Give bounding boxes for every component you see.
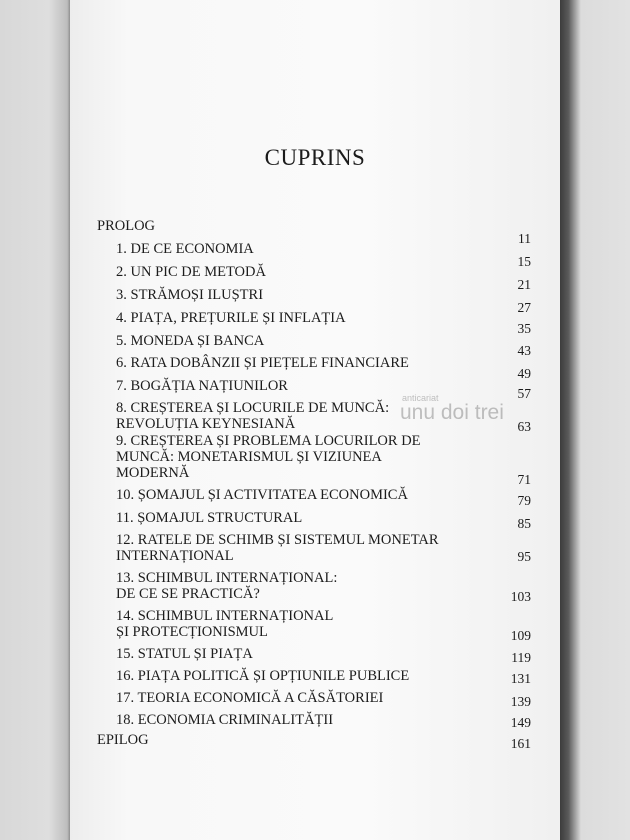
toc-entry-title: ȘI PROTECȚIONISMUL xyxy=(116,624,268,640)
background-left xyxy=(0,0,70,840)
toc-page-number: 35 xyxy=(517,321,531,336)
toc-page-number: 149 xyxy=(510,715,531,730)
toc-page-number: 15 xyxy=(517,254,531,269)
watermark-text: unu doi trei xyxy=(400,401,504,424)
toc-entry-title: DE CE SE PRACTICĂ? xyxy=(116,586,260,602)
toc-entry-title: 11. ȘOMAJUL STRUCTURAL xyxy=(116,510,303,526)
toc-page-number: 95 xyxy=(517,549,531,564)
toc-entry-title: 6. RATA DOBÂNZII ȘI PIEȚELE FINANCIARE xyxy=(116,355,409,371)
toc-entry-title: 10. ȘOMAJUL ȘI ACTIVITATEA ECONOMICĂ xyxy=(116,487,408,503)
toc-entry-title: 8. CREȘTEREA ȘI LOCURILE DE MUNCĂ: xyxy=(116,400,390,416)
toc-page-number: 21 xyxy=(517,277,531,292)
watermark-text: anticariat xyxy=(402,393,439,403)
toc-entry-title: MUNCĂ: MONETARISMUL ȘI VIZIUNEA xyxy=(116,449,382,465)
toc-entry-title: 2. UN PIC DE METODĂ xyxy=(116,264,266,280)
toc-page-number: 109 xyxy=(510,628,531,643)
book-spine-shadow xyxy=(560,0,630,840)
toc-entry-title: 14. SCHIMBUL INTERNAȚIONAL xyxy=(116,608,334,624)
toc-entry-title: PROLOG xyxy=(97,218,156,234)
toc-page-number: 71 xyxy=(517,472,531,487)
toc-page-number: 43 xyxy=(517,343,531,358)
toc-entry-title: 4. PIAȚA, PREȚURILE ȘI INFLAȚIA xyxy=(116,310,346,326)
toc-page-number: 79 xyxy=(517,493,531,508)
toc-entry-title: 5. MONEDA ȘI BANCA xyxy=(116,333,265,349)
toc-page-number: 57 xyxy=(517,386,531,401)
toc-entry-title: 3. STRĂMOȘI ILUȘTRI xyxy=(116,287,264,303)
toc-page-number: 49 xyxy=(517,366,531,381)
toc-entry-title: 16. PIAȚA POLITICĂ ȘI OPȚIUNILE PUBLICE xyxy=(116,668,410,684)
toc-entry-title: MODERNĂ xyxy=(116,465,190,481)
book-page xyxy=(70,0,560,840)
toc-page-number: 161 xyxy=(510,736,531,751)
toc-page-number: 27 xyxy=(517,300,531,315)
page-title: CUPRINS xyxy=(264,145,366,170)
toc-entry-title: EPILOG xyxy=(97,732,149,748)
toc-entry-title: 13. SCHIMBUL INTERNAȚIONAL: xyxy=(116,570,338,586)
toc-entry-title: 18. ECONOMIA CRIMINALITĂȚII xyxy=(116,712,334,728)
toc-entry-title: REVOLUȚIA KEYNESIANĂ xyxy=(116,416,296,432)
toc-page-number: 131 xyxy=(510,671,531,686)
toc-page-number: 63 xyxy=(517,419,531,434)
toc-entry-title: 9. CREȘTEREA ȘI PROBLEMA LOCURILOR DE xyxy=(116,433,421,449)
toc-list xyxy=(70,0,560,840)
toc-entry-title: 15. STATUL ȘI PIAȚA xyxy=(116,646,253,662)
toc-page-number: 11 xyxy=(518,231,531,246)
toc-entry-title: 1. DE CE ECONOMIA xyxy=(116,241,254,257)
toc-page-number: 103 xyxy=(510,589,531,604)
toc-page-number: 85 xyxy=(517,516,531,531)
toc-entry-title: 7. BOGĂȚIA NAȚIUNILOR xyxy=(116,378,288,394)
toc-page-number: 139 xyxy=(510,694,531,709)
toc-entry-title: INTERNAȚIONAL xyxy=(116,548,234,564)
toc-entry-title: 12. RATELE DE SCHIMB ȘI SISTEMUL MONETAR xyxy=(116,532,439,548)
toc-entry-title: 17. TEORIA ECONOMICĂ A CĂSĂTORIEI xyxy=(116,690,384,706)
toc-page-number: 119 xyxy=(511,650,531,665)
